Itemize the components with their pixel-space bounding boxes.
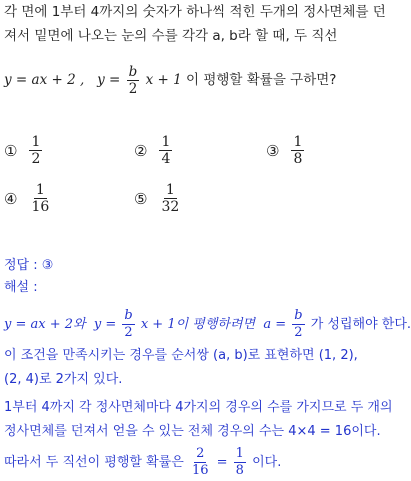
fraction-numerator: 1 xyxy=(35,182,45,198)
explanation-text: 따라서 두 직선이 평행할 확률은 xyxy=(4,455,184,470)
choice-4[interactable] xyxy=(4,182,53,215)
fraction-numerator: 1 xyxy=(165,182,175,198)
fraction-numerator: 1 xyxy=(235,446,244,461)
problem-line-2: 져서 밑면에 나오는 눈의 수를 각각 a, b라 할 때, 두 직선 xyxy=(4,28,338,44)
explanation-fraction xyxy=(234,446,246,479)
explanation-line-6 xyxy=(4,446,281,480)
explanation-fraction xyxy=(122,308,134,341)
choice-fraction xyxy=(29,134,42,167)
explanation-line-1 xyxy=(4,308,411,341)
choice-5[interactable] xyxy=(134,182,183,215)
fraction-numerator: b xyxy=(128,63,138,80)
line-equation-2-suffix: x + 1 xyxy=(145,72,182,88)
explanation-fraction xyxy=(292,308,304,341)
explanation-text: 이다. xyxy=(252,455,282,470)
problem-equations xyxy=(4,62,336,98)
explanation-text: a = xyxy=(263,317,287,332)
problem-line-1: 각 면에 1부터 4까지의 숫자가 하나씩 적힌 두개의 정사면체를 던 xyxy=(4,4,386,20)
explanation-line-2: 이 조건을 만족시키는 경우를 순서쌍 (a, b)로 표현하면 (1, 2), xyxy=(4,348,358,363)
fraction-denominator: 8 xyxy=(235,463,244,478)
fraction-denominator: 32 xyxy=(161,199,180,215)
explanation-text: y = xyxy=(93,317,117,332)
choice-mark: ④ xyxy=(4,189,18,208)
fraction-denominator: 16 xyxy=(191,463,209,478)
fraction-numerator: 2 xyxy=(196,446,205,461)
choice-3[interactable] xyxy=(266,134,306,167)
answer-line: 정답 : ③ xyxy=(4,258,54,273)
fraction-denominator: 2 xyxy=(294,325,303,340)
fraction-denominator: 4 xyxy=(161,151,171,167)
fraction-denominator: 16 xyxy=(31,199,50,215)
equation-2-fraction xyxy=(127,64,140,97)
fraction-denominator: 2 xyxy=(31,151,41,167)
explanation-text: y = ax + 2와 xyxy=(4,317,86,332)
question-text: 이 평행할 확률을 구하면? xyxy=(186,72,337,88)
choice-fraction xyxy=(291,134,304,167)
line-equation-2-prefix: y = xyxy=(97,72,121,88)
choice-mark: ② xyxy=(134,141,148,160)
fraction-numerator: 1 xyxy=(31,134,41,150)
explanation-line-4: 1부터 4까지 각 정사면체마다 4가지의 경우의 수를 가지므로 두 개의 xyxy=(4,400,393,415)
explanation-text: x + 1이 평행하려면 xyxy=(140,317,256,332)
fraction-numerator: b xyxy=(124,308,133,323)
fraction-numerator: 1 xyxy=(293,134,303,150)
explanation-line-3: (2, 4)로 2가지 있다. xyxy=(4,372,123,387)
fraction-denominator: 2 xyxy=(124,325,133,340)
choice-2[interactable] xyxy=(134,134,174,167)
fraction-denominator: 8 xyxy=(293,151,303,167)
fraction-numerator: 1 xyxy=(161,134,171,150)
explanation-line-5: 정사면체를 던져서 얻을 수 있는 전체 경우의 수는 4×4 = 16이다. xyxy=(4,424,381,439)
fraction-denominator: 2 xyxy=(128,80,138,97)
equals-sign: = xyxy=(216,455,228,470)
choice-fraction xyxy=(159,182,181,215)
choice-mark: ① xyxy=(4,141,18,160)
choice-1[interactable] xyxy=(4,134,44,167)
explanation-label: 해설 : xyxy=(4,280,38,295)
explanation-fraction xyxy=(190,446,211,479)
choice-mark: ⑤ xyxy=(134,189,148,208)
line-equation-1: y = ax + 2 , xyxy=(4,72,85,88)
choice-mark: ③ xyxy=(266,141,280,160)
explanation-text: 가 성립해야 한다. xyxy=(310,317,411,332)
choice-fraction xyxy=(159,134,172,167)
fraction-numerator: b xyxy=(294,308,303,323)
choice-fraction xyxy=(29,182,51,215)
